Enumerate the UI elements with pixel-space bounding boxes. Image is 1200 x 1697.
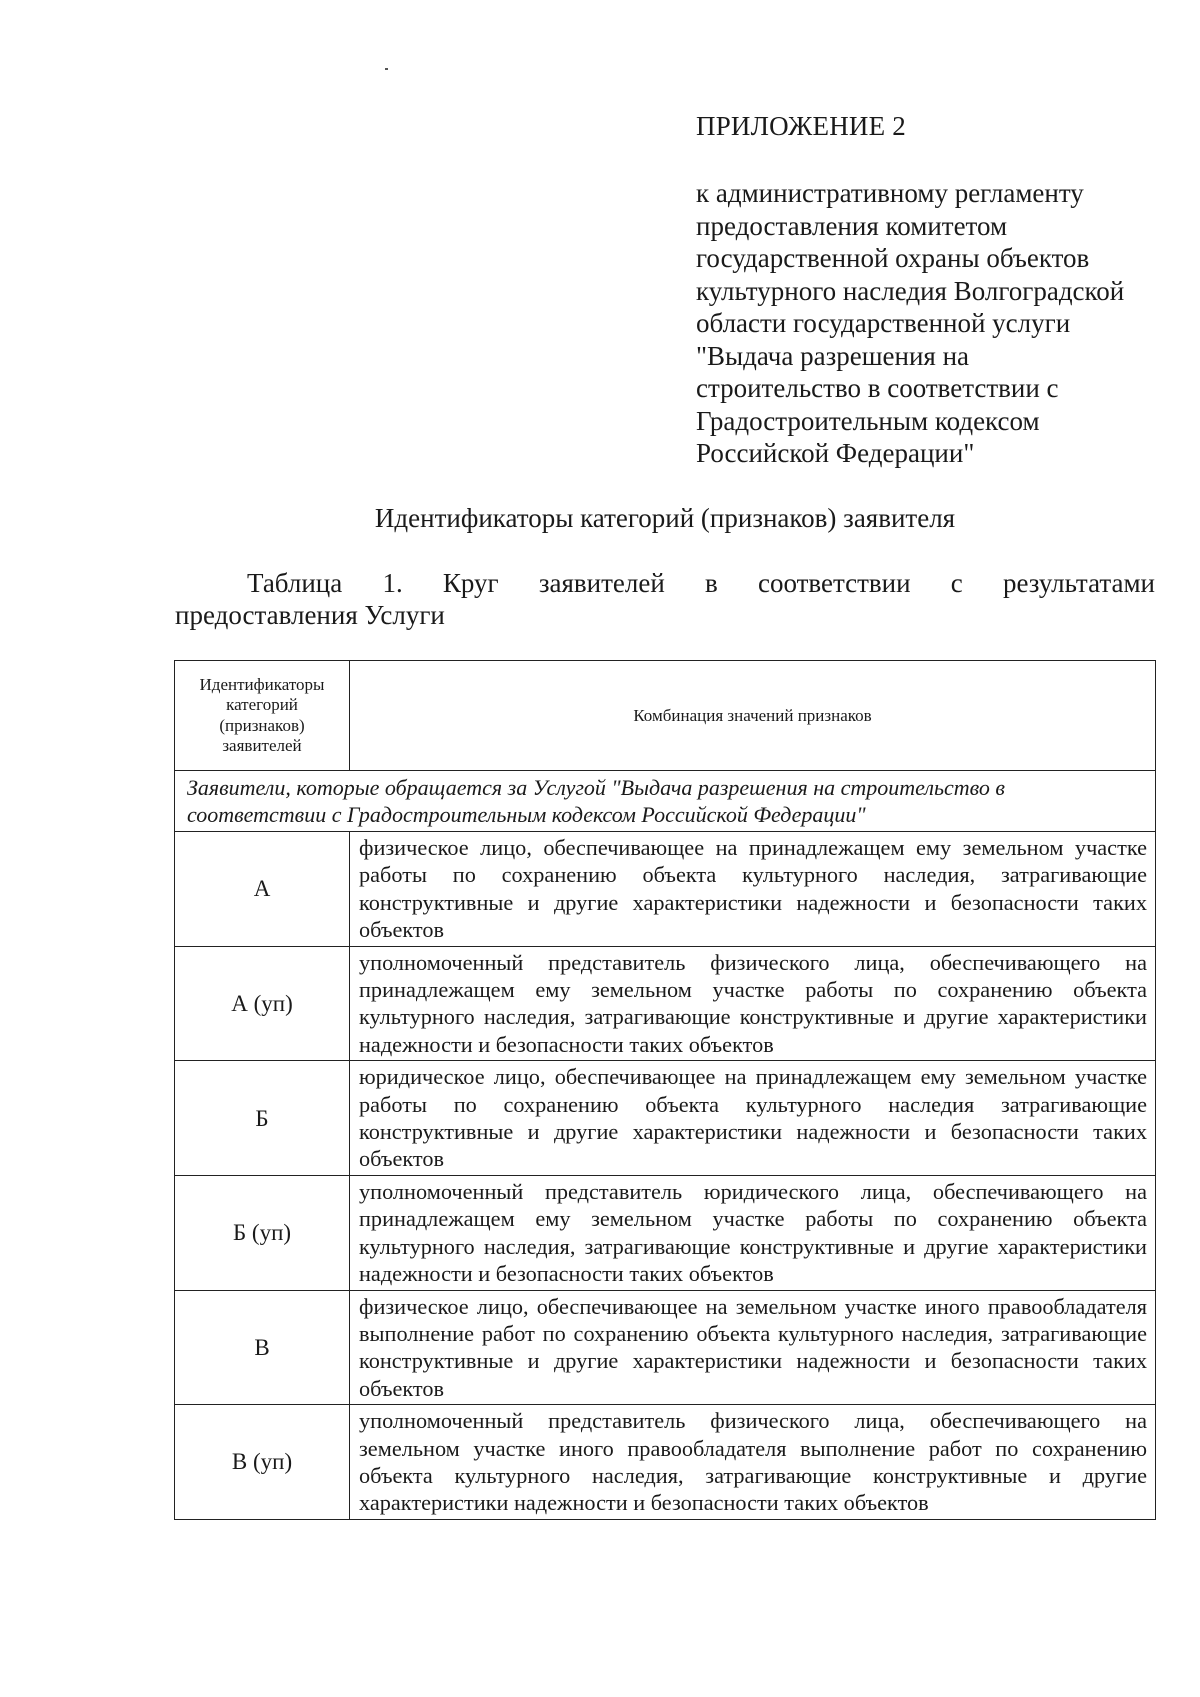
header-identifiers bbox=[175, 661, 350, 771]
applicants-table bbox=[174, 660, 1156, 1520]
table-row bbox=[175, 1175, 1156, 1290]
table-group-row bbox=[175, 771, 1156, 832]
appendix-line: культурного наследия Волгоградской bbox=[696, 275, 1125, 306]
category-description: уполномоченный представитель физического лица, обеспечивающего на принадлежащем ему земельном участке работы по сохранению объекта культурного наследия, затрагивающие конструктивные и другие характеристики надежности и безопасности таких объектов bbox=[350, 946, 1156, 1061]
header-id-line: Идентификаторы bbox=[199, 674, 325, 694]
category-code: А (уп) bbox=[175, 946, 350, 1061]
category-code: В bbox=[175, 1290, 350, 1405]
category-code: А bbox=[175, 832, 350, 947]
table-row bbox=[175, 1290, 1156, 1405]
group-title: Заявители, которые обращается за Услугой "Выдача разрешения на строительство в соответствии с Градостроительным кодексом Российской Федерации" bbox=[175, 771, 1156, 832]
caption-line-2: предоставления Услуги bbox=[175, 600, 445, 630]
scan-speck bbox=[385, 68, 388, 70]
appendix-subtitle bbox=[696, 177, 1166, 470]
caption-line-1: Таблица 1. Круг заявителей в соответствии с результатами bbox=[247, 568, 1155, 598]
category-description: юридическое лицо, обеспечивающее на принадлежащем ему земельном участке работы по сохранению объекта культурного наследия затрагивающие конструктивные и другие характеристики надежности и безопасности таких объектов bbox=[350, 1061, 1156, 1176]
appendix-line: предоставления комитетом bbox=[696, 210, 1008, 241]
table-row bbox=[175, 1405, 1156, 1520]
table-row bbox=[175, 1061, 1156, 1176]
header-id-line: категорий bbox=[226, 695, 298, 714]
document-heading: Идентификаторы категорий (признаков) заявителя bbox=[374, 503, 956, 533]
appendix-line: области государственной услуги bbox=[696, 308, 1071, 338]
table-caption bbox=[175, 567, 1155, 631]
appendix-line: строительство в соответствии с bbox=[696, 373, 1059, 403]
category-code: Б (уп) bbox=[175, 1175, 350, 1290]
category-code: В (уп) bbox=[175, 1405, 350, 1520]
table-row bbox=[175, 832, 1156, 947]
header-id-line: заявителей bbox=[222, 736, 302, 755]
category-description: уполномоченный представитель физического лица, обеспечивающего на земельном участке иного правообладателя выполнение работ по сохранению объекта культурного наследия, затрагивающие конструктивные и другие характеристики надежности и безопасности таких объектов bbox=[350, 1405, 1156, 1520]
table-row bbox=[175, 946, 1156, 1061]
category-description: уполномоченный представитель юридического лица, обеспечивающего на принадлежащем ему земельном участке работы по сохранению объекта культурного наследия, затрагивающие конструктивные и другие характеристики надежности и безопасности таких объектов bbox=[350, 1175, 1156, 1290]
header-id-line: (признаков) bbox=[219, 715, 305, 735]
header-combination: Комбинация значений признаков bbox=[350, 661, 1156, 771]
appendix-line: Градостроительным кодексом bbox=[696, 405, 1040, 436]
appendix-line: Российской Федерации" bbox=[696, 438, 975, 468]
appendix-title: ПРИЛОЖЕНИЕ 2 bbox=[696, 111, 906, 141]
appendix-line: к административному регламенту bbox=[696, 178, 1084, 208]
appendix-line: государственной охраны объектов bbox=[696, 243, 1090, 273]
category-description: физическое лицо, обеспечивающее на принадлежащем ему земельном участке работы по сохранению объекта культурного наследия, затрагивающие конструктивные и другие характеристики надежности и безопасности таких объектов bbox=[350, 832, 1156, 947]
category-description: физическое лицо, обеспечивающее на земельном участке иного правообладателя выполнение работ по сохранению объекта культурного наследия, затрагивающие конструктивные и другие характеристики надежности и безопасности таких объектов bbox=[350, 1290, 1156, 1405]
appendix-line: "Выдача разрешения на bbox=[696, 340, 970, 371]
category-code: Б bbox=[175, 1061, 350, 1176]
table-header-row bbox=[175, 661, 1156, 771]
